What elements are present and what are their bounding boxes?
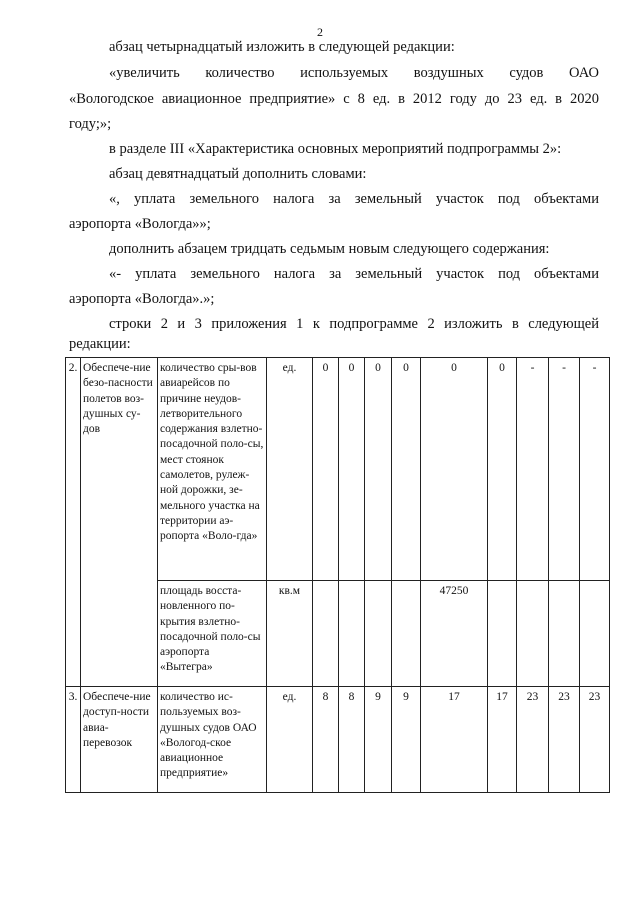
value-cell bbox=[517, 581, 549, 687]
value-cell: 17 bbox=[421, 687, 488, 793]
indicator-name: количество ис-пользуемых воз-душных судов ОАО «Вологод-ское авиационное предприятие» bbox=[158, 687, 267, 793]
paragraph: в разделе III «Характеристика основных мероприятий подпрограммы 2»: bbox=[109, 141, 562, 157]
paragraph: строки 2 и 3 приложения 1 к подпрограмме 2 изложить в следующей bbox=[109, 316, 599, 332]
value-cell bbox=[580, 581, 610, 687]
paragraph: абзац девятнадцатый дополнить словами: bbox=[109, 166, 367, 182]
value-cell: 9 bbox=[392, 687, 421, 793]
value-cell: 23 bbox=[517, 687, 549, 793]
unit-cell: кв.м bbox=[267, 581, 313, 687]
value-cell bbox=[339, 581, 365, 687]
value-cell: 23 bbox=[549, 687, 580, 793]
value-cell: 8 bbox=[339, 687, 365, 793]
value-cell bbox=[392, 581, 421, 687]
value-cell: 0 bbox=[313, 358, 339, 581]
indicators-table bbox=[65, 357, 610, 793]
value-cell: 47250 bbox=[421, 581, 488, 687]
unit-cell: ед. bbox=[267, 687, 313, 793]
paragraph: «увеличить количество используемых воздушных судов ОАО bbox=[109, 65, 599, 81]
value-cell: 0 bbox=[365, 358, 392, 581]
paragraph: «, уплата земельного налога за земельный участок под объектами bbox=[109, 191, 599, 207]
value-cell: 9 bbox=[365, 687, 392, 793]
paragraph: «Вологодское авиационное предприятие» с 8 ед. в 2012 году до 23 ед. в 2020 bbox=[69, 91, 599, 107]
value-cell bbox=[549, 581, 580, 687]
table-row bbox=[66, 687, 610, 793]
value-cell: 8 bbox=[313, 687, 339, 793]
value-cell bbox=[488, 581, 517, 687]
task-cell: Обеспече-ние доступ-ности авиа-перевозок bbox=[81, 687, 158, 793]
row-number: 3. bbox=[66, 687, 81, 793]
value-cell: 0 bbox=[488, 358, 517, 581]
value-cell: - bbox=[549, 358, 580, 581]
value-cell: - bbox=[517, 358, 549, 581]
indicator-name: количество сры-вов авиарейсов по причине неудов-летворительного содержания взлетно-посадочной поло-сы, мест стоянок самолетов, рулеж-ной дорожки, зе-мельного участка на территории аэ-ропорта «Воло-гда» bbox=[158, 358, 267, 581]
paragraph: аэропорта «Вологда»»; bbox=[69, 216, 211, 232]
table-row bbox=[66, 358, 610, 581]
paragraph: году;»; bbox=[69, 116, 112, 132]
value-cell: 0 bbox=[421, 358, 488, 581]
value-cell: - bbox=[580, 358, 610, 581]
page-number: 2 bbox=[317, 25, 323, 39]
paragraph: аэропорта «Вологда».»; bbox=[69, 291, 215, 307]
paragraph: дополнить абзацем тридцать седьмым новым следующего содержания: bbox=[109, 241, 550, 257]
value-cell bbox=[365, 581, 392, 687]
paragraph: редакции: bbox=[69, 336, 131, 352]
value-cell bbox=[313, 581, 339, 687]
indicator-name: площадь восста-новленного по-крытия взлетно-посадочной поло-сы аэропорта «Вытегра» bbox=[158, 581, 267, 687]
paragraph: абзац четырнадцатый изложить в следующей редакции: bbox=[109, 39, 455, 55]
paragraph: «- уплата земельного налога за земельный участок под объектами bbox=[109, 266, 599, 282]
value-cell: 0 bbox=[392, 358, 421, 581]
value-cell: 0 bbox=[339, 358, 365, 581]
value-cell: 17 bbox=[488, 687, 517, 793]
task-cell: Обеспече-ние безо-пасности полетов воз-душных су-дов bbox=[81, 358, 158, 687]
value-cell: 23 bbox=[580, 687, 610, 793]
row-number: 2. bbox=[66, 358, 81, 687]
unit-cell: ед. bbox=[267, 358, 313, 581]
